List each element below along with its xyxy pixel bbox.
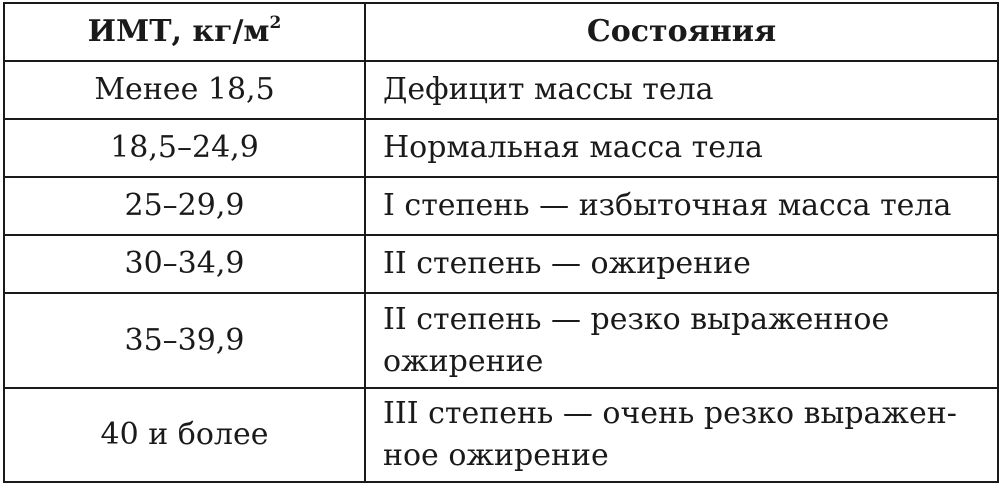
state-description: III степень — очень резко выражен-ное ожирение <box>365 388 998 482</box>
table-row <box>4 61 998 119</box>
header-bmi-label: ИМТ, кг/м <box>87 14 270 49</box>
state-description: II степень — резко выраженное ожирение <box>365 293 998 388</box>
bmi-value: 40 и более <box>4 388 365 482</box>
state-description: II степень — ожирение <box>365 235 998 293</box>
table-header-row <box>4 3 998 61</box>
table-row <box>4 293 998 388</box>
header-state: Состояния <box>365 3 998 61</box>
state-description: Нормальная масса тела <box>365 119 998 177</box>
bmi-value: 35–39,9 <box>4 293 365 388</box>
bmi-value: 18,5–24,9 <box>4 119 365 177</box>
bmi-classification-table <box>3 2 999 483</box>
header-bmi <box>4 3 365 61</box>
state-description: Дефицит массы тела <box>365 61 998 119</box>
state-description: I степень — избыточная масса тела <box>365 177 998 235</box>
bmi-value: Менее 18,5 <box>4 61 365 119</box>
header-bmi-superscript: 2 <box>269 13 282 33</box>
bmi-value: 30–34,9 <box>4 235 365 293</box>
bmi-value: 25–29,9 <box>4 177 365 235</box>
table-row <box>4 177 998 235</box>
table-row <box>4 388 998 482</box>
table-row <box>4 119 998 177</box>
table-row <box>4 235 998 293</box>
